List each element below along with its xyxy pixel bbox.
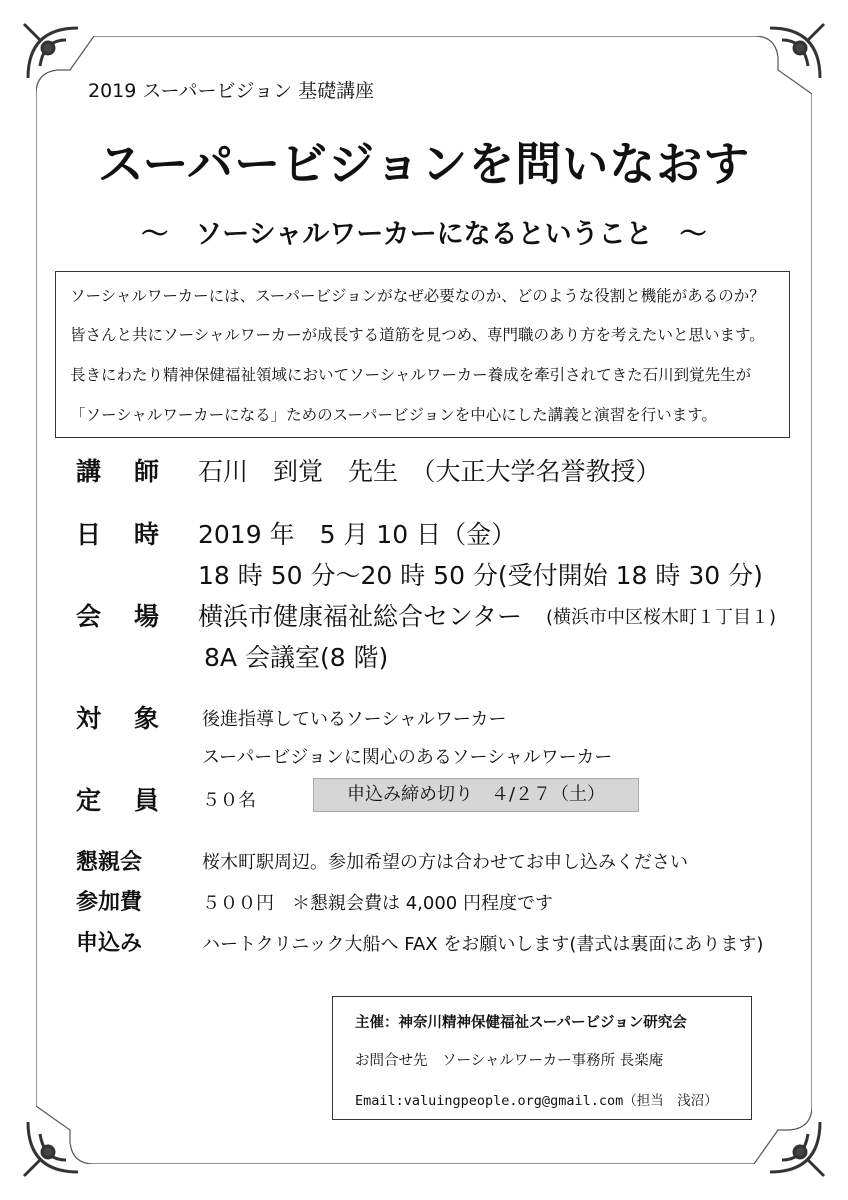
deadline-badge: 申込み締め切り ４/２７（土） — [313, 778, 639, 812]
lecturer-label: 講 師 — [76, 457, 164, 486]
page-subtitle: ～ ソーシャルワーカーになるということ ～ — [141, 219, 707, 250]
target-line: 後進指導しているソーシャルワーカー — [202, 709, 507, 730]
venue-label: 会 場 — [76, 602, 164, 631]
datetime-label: 日 時 — [76, 520, 164, 549]
fee-value: ５００円 ＊懇親会費は 4,000 円程度です — [202, 893, 553, 914]
corner-ornament-top-right — [760, 18, 830, 88]
corner-ornament-bottom-left — [18, 1112, 88, 1182]
apply-label: 申込み — [76, 931, 143, 956]
intro-line: 皆さんと共にソーシャルワーカーが成長する道筋を見つめ、専門職のあり方を考えたいと思います。 — [70, 326, 765, 344]
target-line: スーパービジョンに関心のあるソーシャルワーカー — [202, 747, 613, 768]
series-label: 2019 スーパービジョン 基礎講座 — [88, 80, 375, 102]
intro-line: 長きにわたり精神保健福祉領域においてソーシャルワーカー養成を牽引されてきた石川到覚先生が — [70, 366, 752, 384]
venue-address: (横浜市中区桜木町１丁目１) — [546, 607, 777, 628]
target-label: 対 象 — [76, 704, 164, 733]
contact-box — [332, 996, 752, 1120]
capacity-label: 定 員 — [76, 786, 164, 815]
organizer: 主催：神奈川精神保健福祉スーパービジョン研究会 — [355, 1015, 687, 1031]
intro-line: ソーシャルワーカーには、スーパービジョンがなぜ必要なのか、どのような役割と機能があるのか？ — [70, 287, 765, 305]
corner-ornament-top-left — [18, 18, 88, 88]
lecturer-value: 石川 到覚 先生 （大正大学名誉教授） — [198, 457, 661, 486]
date-value: 2019 年 5 月 10 日（金） — [198, 520, 517, 549]
capacity-value: ５０名 — [202, 790, 256, 811]
party-value: 桜木町駅周辺。参加希望の方は合わせてお申し込みください — [202, 852, 688, 873]
corner-ornament-bottom-right — [760, 1112, 830, 1182]
fee-label: 参加費 — [76, 890, 143, 915]
venue-name: 横浜市健康福祉総合センター — [198, 602, 523, 631]
page-title: スーパービジョンを問いなおす — [97, 137, 751, 191]
email: Email:valuingpeople.org@gmail.com（担当 浅沼） — [355, 1093, 718, 1109]
time-value: 18 時 50 分～20 時 50 分(受付開始 18 時 30 分) — [198, 561, 763, 590]
party-label: 懇親会 — [76, 850, 143, 875]
inquiry: お問合せ先 ソーシャルワーカー事務所 長楽庵 — [355, 1053, 664, 1069]
venue-room: 8A 会議室(8 階) — [204, 643, 389, 672]
intro-box — [55, 271, 790, 438]
intro-line: 「ソーシャルワーカーになる」ためのスーパービジョンを中心にした講義と演習を行います。 — [70, 406, 717, 424]
apply-value: ハートクリニック大船へ FAX をお願いします(書式は裏面にあります) — [202, 934, 764, 955]
